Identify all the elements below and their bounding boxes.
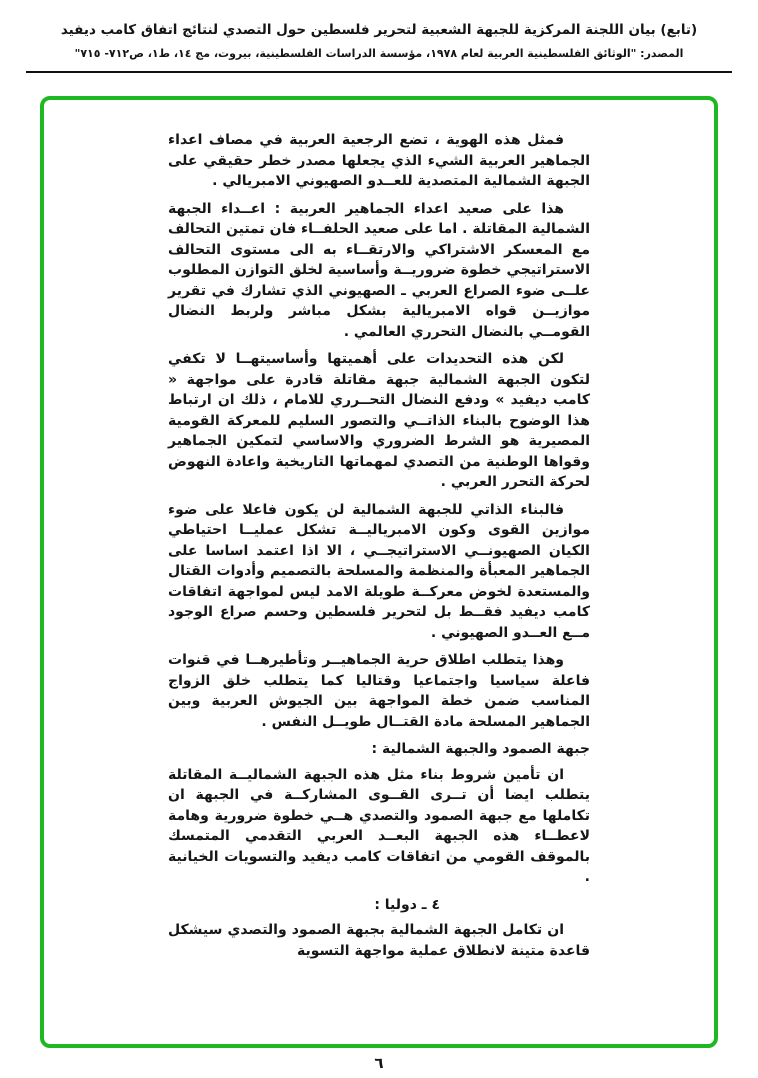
paragraph: وهذا يتطلب اطلاق حرية الجماهيــر وتأطيرهــا في قنوات فاعلة سياسيا واجتماعيا وقتاليا كما يتطلب خلق الزواج المناسب ضمن خطة المواجهة بين الجيوش العربية وبين الجماهير المسلحة مادة القتــال طويــل النفس . [168,652,590,730]
paragraph: ان تكامل الجبهة الشمالية بجبهة الصمود والتصدي سيشكل قاعدة متينة لانطلاق عملية مواجهة التسوية [168,922,590,959]
document-header [0,0,758,60]
content-frame [40,96,718,1048]
section-heading: ٤ ـ دوليا : [374,896,440,913]
paragraph: فالبناء الذاتي للجبهة الشمالية لن يكون فاعلا على ضوء موازين القوى وكون الامبرياليــة تشكل عمليــا احتياطي الكيان الصهيونــي الاستراتيجــي ، الا اذا اعتمد اساسا على الجماهير المعبأة والمنظمة والمسلحة بالتصميم وأدوات القتال والمستعدة لخوض معركــة طويلة الامد ليس لمواجهة اتفاقات كامب ديفيد فقــط بل لتحرير فلسطين وحسم صراع الوجود مــع العــدو الصهيوني . [168,501,590,641]
paragraph: فمثل هذه الهوية ، تضع الرجعية العربية في مصاف اعداء الجماهير العربية الشيء الذي يجعلها مصدر خطر حقيقي على الجبهة الشمالية المتصدية للعــدو الصهيوني الامبريالي . [168,132,590,189]
header-title: (تابع) بيان اللجنة المركزية للجبهة الشعبية لتحرير فلسطين حول التصدي لنتائج اتفاق كامب ديفيد [60,22,698,38]
header-source: المصدر: "الوثائق الفلسطينية العربية لعام ١٩٧٨، مؤسسة الدراسات الفلسطينية، بيروت، مج ١٤، ط١، ص٧١٢- ٧١٥" [74,47,684,60]
body-text [168,130,590,968]
header-divider [26,71,732,73]
paragraph: لكن هذه التحديدات على أهميتها وأساسيتهــا لا تكفي لتكون الجبهة الشمالية جبهة مقاتلة قادرة على مواجهة « كامب ديفيد » ودفع النضال التحــرري للامام ، ذلك ان ارتباط هذا الوضوح بالبناء الذاتــي والتصور السليم للمعركة القومية المصيرية هو الشرط الضروري والاساسي لتمكين الجماهير وقواها الوطنية من التصدي لمهماتها التاريخية واعادة النهوض لحركة التحرر العربي . [168,351,590,490]
section-heading: جبهة الصمود والجبهة الشمالية : [371,741,590,757]
page-number: ٦ [374,1054,384,1072]
paragraph: ان تأمين شروط بناء مثل هذه الجبهة الشماليــة المقاتلة يتطلب ايضا أن تــرى القــوى المشاركــة في الجبهة ان تكاملها مع جبهة الصمود والتصدي هــي خطوة ضرورية وهامة لاعطــاء هذه الجبهة البعــد العربي التقدمي المتمسك بالموقف القومي من اتفاقات كامب ديفيد والتسويات الخيانية . [168,766,590,885]
paragraph: هذا على صعيد اعداء الجماهير العربية : اعــداء الجبهة الشمالية المقاتلة . اما على صعيد الحلفــاء فان تمتين التحالف مع المعسكر الاشتراكي والارتقــاء به الى مستوى التحالف الاستراتيجي خطوة ضروريــة وأساسية لخلق التوازن المطلوب علــى ضوء الصراع العربي ـ الصهيوني الذي تشارك في تقرير موازيــن قواه الامبريالية بشكل مباشر ولربط النضال القومــي بالنضال التحرري العالمي . [168,200,590,340]
